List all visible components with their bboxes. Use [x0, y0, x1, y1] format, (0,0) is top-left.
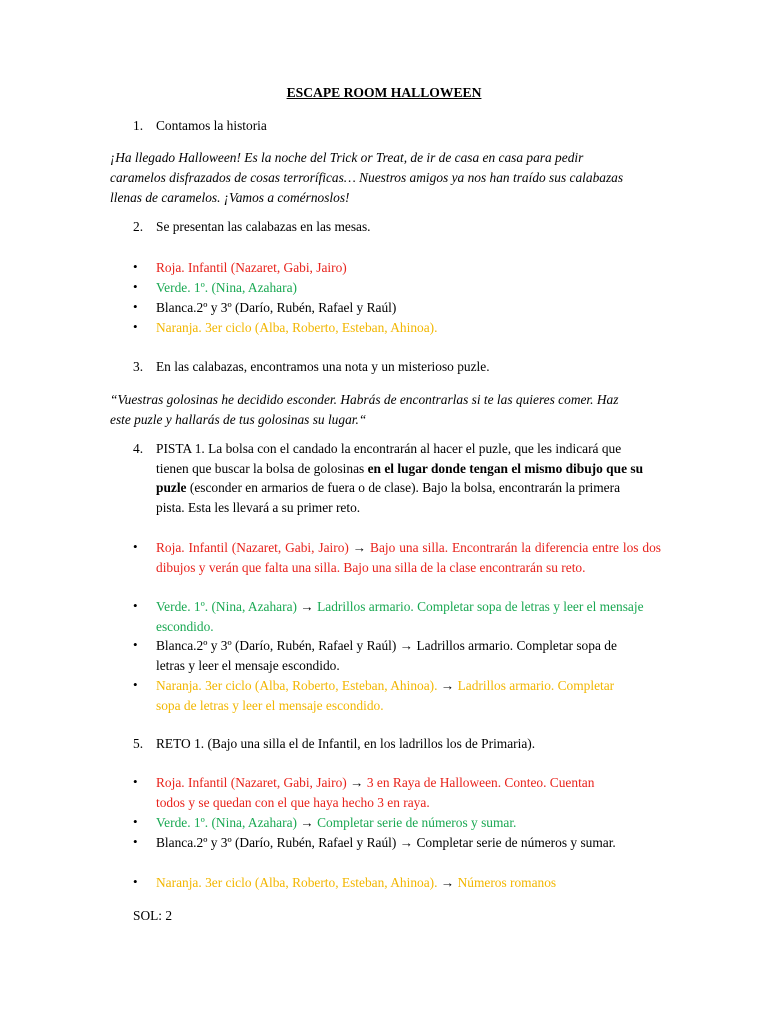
reto1-roja [156, 773, 626, 812]
team-name: Naranja. 3er ciclo (Alba, Roberto, Esteban, Ahinoa). [156, 875, 438, 890]
bullet-icon: • [133, 834, 138, 849]
bullet-icon: • [133, 598, 138, 613]
team-roja: Roja. Infantil (Nazaret, Gabi, Jairo) [156, 260, 347, 275]
bullet-icon: • [133, 637, 138, 652]
reto1-blanca-text: Completar serie de números y sumar. [416, 835, 616, 850]
arrow-icon: → [440, 875, 455, 890]
reto1-naranja-text: Números romanos [457, 875, 557, 890]
arrow-icon: → [399, 835, 414, 850]
bullet-icon: • [133, 874, 138, 889]
section-5-number: 5. [133, 736, 144, 751]
team-name: Blanca.2º y 3º (Darío, Rubén, Rafael y Raúl) [156, 835, 397, 850]
bullet-icon: • [133, 814, 138, 829]
arrow-icon: → [350, 775, 364, 790]
team-name: Blanca.2º y 3º (Darío, Rubén, Rafael y Raúl) [156, 638, 397, 653]
pista1-bold-text: en el lugar donde tengan el mismo dibujo que su puzle [156, 460, 644, 495]
reto1-naranja [156, 873, 661, 893]
team-naranja: Naranja. 3er ciclo (Alba, Roberto, Esteban, Ahinoa). [156, 320, 438, 335]
team-name: Roja. Infantil (Nazaret, Gabi, Jairo) [156, 775, 347, 790]
bullet-icon: • [133, 539, 138, 554]
team-name: Verde. 1º. (Nina, Azahara) [156, 815, 297, 830]
pista1-text-part: (esconder en armarios de fuera o de clase). Bajo la bolsa, encontrarán la primera pista. Esta les llevará a su primer reto. [156, 480, 621, 515]
bullet-icon: • [133, 319, 138, 334]
section-2-text: Se presentan las calabazas en las mesas. [156, 219, 371, 234]
pista1-text-part: PISTA 1. La bolsa con el candado la encontrarán al hacer el puzle, que les indicará que tienen que buscar la bolsa de golosinas [156, 441, 622, 476]
section-5-text: RETO 1. (Bajo una silla el de Infantil, en los ladrillos los de Primaria). [156, 736, 536, 751]
reto1-blanca [156, 833, 651, 853]
document-title: ESCAPE ROOM HALLOWEEN [286, 85, 482, 100]
reto1-roja-text: 3 en Raya de Halloween. Conteo. Cuentan todos y se quedan con el que haya hecho 3 en raya. [156, 775, 595, 810]
reto1-verde [156, 813, 661, 833]
section-2-number: 2. [133, 219, 144, 234]
section-1-number: 1. [133, 118, 144, 133]
bullet-icon: • [133, 259, 138, 274]
team-name: Verde. 1º. (Nina, Azahara) [156, 599, 297, 614]
section-4-text [156, 439, 651, 517]
bullet-icon: • [133, 299, 138, 314]
pista1-naranja [156, 676, 626, 715]
pista1-blanca-text: Ladrillos armario. Completar sopa de letras y leer el mensaje escondido. [156, 638, 617, 673]
section-3-number: 3. [133, 359, 144, 374]
reto1-verde-text: Completar serie de números y sumar. [317, 815, 517, 830]
arrow-icon: → [300, 599, 314, 614]
team-blanca: Blanca.2º y 3º (Darío, Rubén, Rafael y Raúl) [156, 300, 397, 315]
intro-paragraph: ¡Ha llegado Halloween! Es la noche del Trick or Treat, de ir de casa en casa para pedir caramelos disfrazados de cosas terroríficas… Nuestros amigos ya nos han traído sus calabazas llenas de caramelos. ¡Vamos a comérnoslos! [110, 150, 624, 205]
pista1-roja [156, 538, 661, 577]
team-name: Roja. Infantil (Nazaret, Gabi, Jairo) [156, 540, 349, 555]
arrow-icon: → [352, 540, 367, 555]
bullet-icon: • [133, 774, 138, 789]
pista1-roja-text: Bajo una silla. Encontrarán la diferencia entre los dos dibujos y verán que falta una silla. Bajo una silla de la clase encontrarán su reto. [156, 540, 661, 575]
pista1-verde [156, 597, 661, 636]
bullet-icon: • [133, 677, 138, 692]
arrow-icon: → [399, 638, 414, 653]
pista1-verde-text: Ladrillos armario. Completar sopa de letras y leer el mensaje escondido. [156, 599, 644, 634]
mystery-note: “Vuestras golosinas he decidido esconder. Habrás de encontrarlas si te las quieres comer. Haz este puzle y hallarás de tus golosinas su lugar.“ [110, 392, 619, 427]
section-1-text: Contamos la historia [156, 118, 267, 133]
solution-text: SOL: 2 [133, 908, 173, 923]
bullet-icon: • [133, 279, 138, 294]
team-verde: Verde. 1º. (Nina, Azahara) [156, 280, 297, 295]
arrow-icon: → [300, 815, 314, 830]
arrow-icon: → [440, 678, 455, 693]
section-4-number: 4. [133, 441, 144, 456]
section-3-text: En las calabazas, encontramos una nota y un misterioso puzle. [156, 359, 490, 374]
pista1-blanca [156, 636, 646, 675]
team-name: Naranja. 3er ciclo (Alba, Roberto, Esteban, Ahinoa). [156, 678, 438, 693]
pista1-naranja-text: Ladrillos armario. Completar sopa de letras y leer el mensaje escondido. [156, 678, 615, 713]
